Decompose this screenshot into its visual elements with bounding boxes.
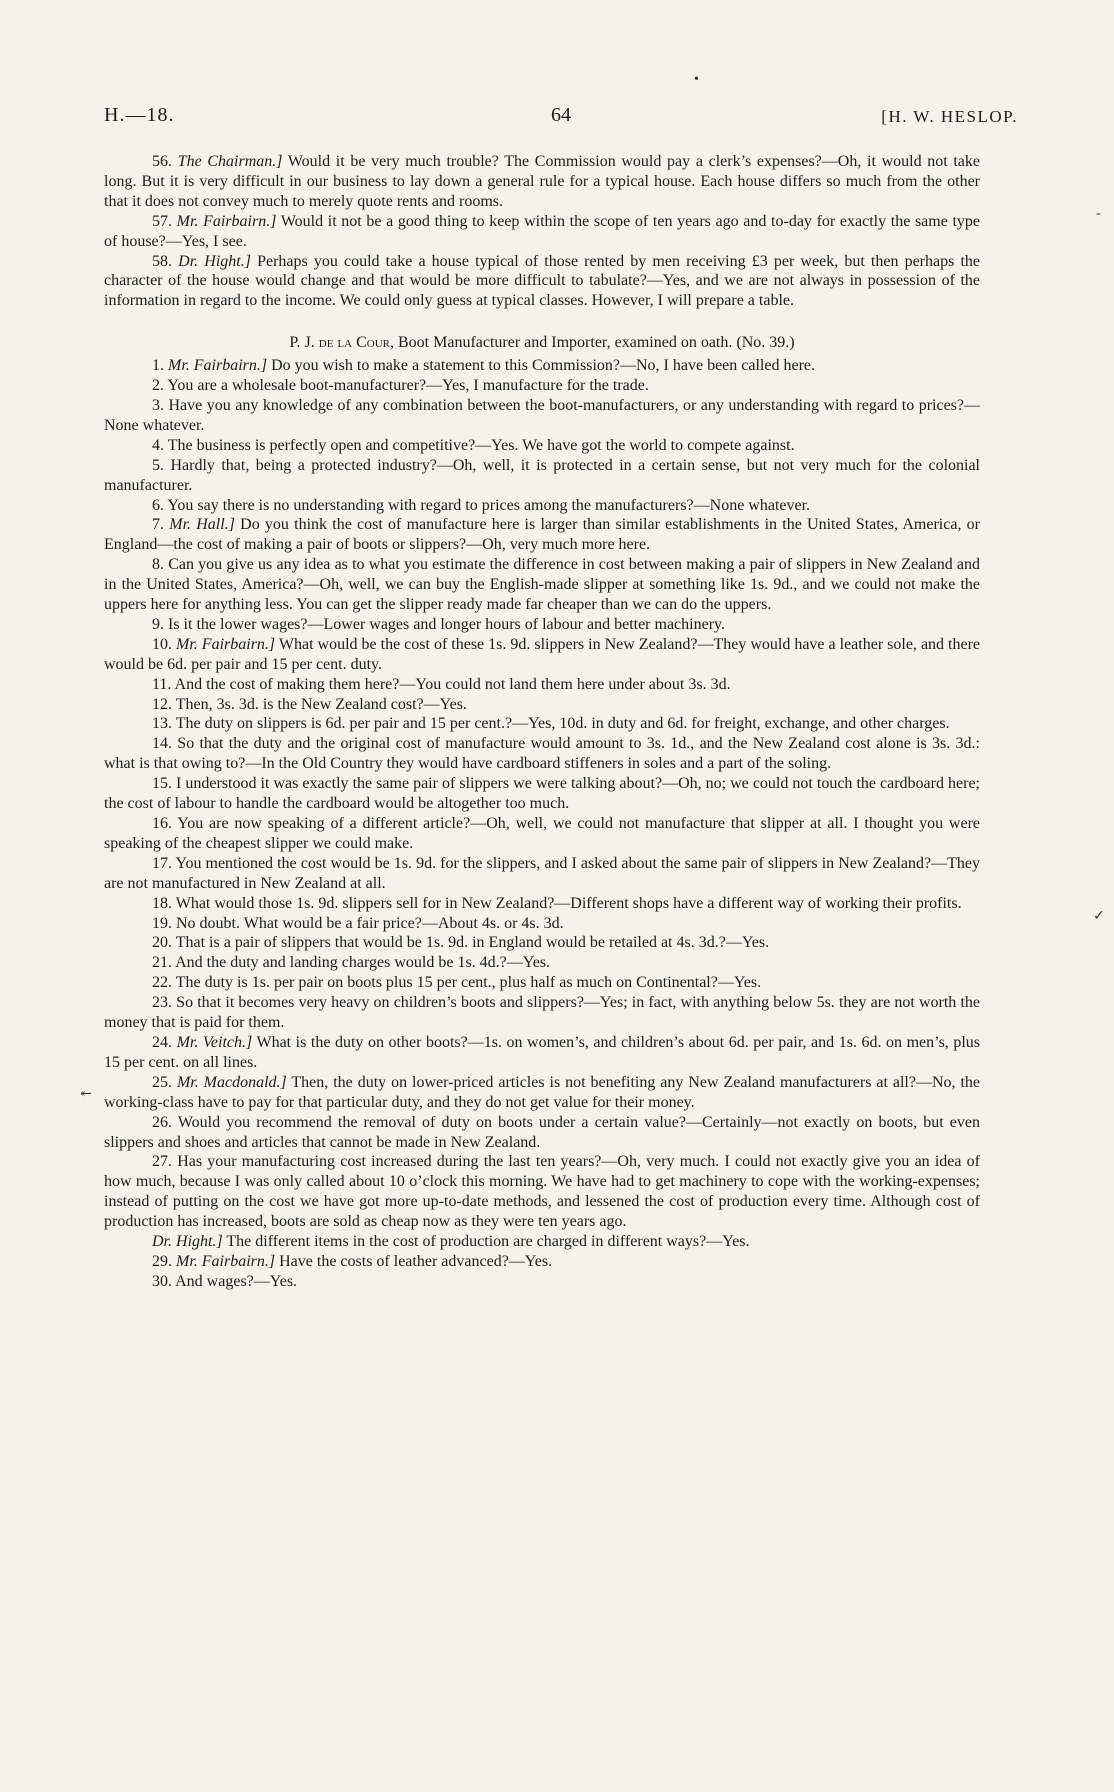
evidence-paragraph xyxy=(104,914,980,934)
paragraph-text: And the duty and landing charges would be 1s. 4d.?—Yes. xyxy=(175,954,551,972)
paragraph-text: You mentioned the cost would be 1s. 9d. for the slippers, and I asked about the same pair of slippers in New Zealand?—They are not manufactured in New Zealand at all. xyxy=(104,854,981,892)
evidence-paragraph xyxy=(104,993,980,1033)
paragraph-text: What would be the cost of these 1s. 9d. slippers in New Zealand?—They would have a leather sole, and there would be 6d. per pair and 15 per cent. duty. xyxy=(104,635,981,673)
question-number: 5. xyxy=(152,456,164,474)
question-number: 2. xyxy=(152,377,164,395)
paragraph-text: You are now speaking of a different article?—Oh, well, we could not manufacture that slipper at all. I thought you were speaking of the cheapest slipper we could make. xyxy=(104,815,980,852)
speaker-name: Mr. Veitch.] xyxy=(176,1033,253,1051)
question-number: 58. xyxy=(152,252,172,270)
evidence-paragraph xyxy=(104,774,980,814)
speaker-name: Mr. Fairbairn.] xyxy=(168,357,268,375)
paragraph-text: What is the duty on other boots?—1s. on women’s, and children’s about 6d. per pair, and 1s. 6d. on men’s, plus 15 per cent. on all lines. xyxy=(104,1033,981,1071)
question-number: 57. xyxy=(152,212,172,230)
evidence-paragraph xyxy=(104,212,980,252)
evidence-paragraph xyxy=(104,814,980,854)
evidence-paragraph xyxy=(104,714,980,734)
paragraph-text: You say there is no understanding with regard to prices among the manufacturers?—None whatever. xyxy=(167,496,811,514)
paragraph-text: Would it not be a good thing to keep within the scope of ten years ago and to-day for exactly the same type of house?—Yes, I see. xyxy=(104,212,981,250)
paragraph-text: Perhaps you could take a house typical of those rented by men receiving £3 per week, but then perhaps the character of the house would change and that would be more difficult to tabulate?—Yes, and we are not always in possession of the information in regard to the income. We could only guess at typical classes. However, I will prepare a table. xyxy=(104,252,981,310)
question-number: 24. xyxy=(152,1033,172,1051)
paragraph-text: No doubt. What would be a fair price?—About 4s. or 4s. 3d. xyxy=(176,914,564,932)
question-number: 21. xyxy=(152,954,172,972)
paragraph-text: The different items in the cost of production are charged in different ways?—Yes. xyxy=(222,1233,750,1251)
question-number: 13. xyxy=(152,715,172,733)
evidence-paragraph xyxy=(104,1113,980,1153)
evidence-paragraph xyxy=(104,1252,980,1272)
question-number: 56. xyxy=(152,153,172,170)
page-header xyxy=(104,104,1018,138)
evidence-paragraph xyxy=(104,675,980,695)
evidence-paragraph xyxy=(104,734,980,774)
paragraph-text: Then, the duty on lower-priced articles is not benefiting any New Zealand manufacturers at all?—No, the working-class have to pay for that particular duty, and they do not get value for their money. xyxy=(104,1073,980,1111)
question-number: 25. xyxy=(152,1073,172,1091)
paragraph-text: The duty on slippers is 6d. per pair and 15 per cent.?—Yes, 10d. in duty and 6d. for freight, exchange, and other charges. xyxy=(175,715,950,733)
question-number: 30. xyxy=(152,1272,172,1290)
paragraph-text: That is a pair of slippers that would be 1s. 9d. in England would be retailed at 4s. 3d.?—Yes. xyxy=(175,934,770,952)
paragraph-text: Have you any knowledge of any combination between the boot-manufacturers, or any understanding with regard to prices?—None whatever. xyxy=(104,396,981,434)
evidence-paragraph xyxy=(104,376,980,396)
evidence-paragraph xyxy=(104,953,980,973)
paragraph-text: Do you think the cost of manufacture here is larger than similar establishments in the United States, America, or England—the cost of making a pair of boots or slippers?—Oh, very much more here. xyxy=(104,516,981,554)
evidence-paragraph xyxy=(104,635,980,675)
evidence-paragraph xyxy=(104,1152,980,1232)
question-number: 11. xyxy=(152,675,172,693)
speaker-name: Dr. Hight.] xyxy=(152,1233,223,1251)
paragraph-text: Hardly that, being a protected industry?—Oh, well, it is protected in a certain sense, but not very much for the colonial manufacturer. xyxy=(104,456,981,494)
evidence-paragraph xyxy=(104,894,980,914)
question-number: 26. xyxy=(152,1113,172,1131)
speaker-name: Mr. Fairbairn.] xyxy=(176,212,277,230)
paragraph-text: So that the duty and the original cost of manufacture would amount to 3s. 1d., and the New Zealand cost alone is 3s. 3d.: what is that owing to?—In the Old Country they would have cardboard stiffeners in soles and a part of the soling. xyxy=(104,735,981,773)
paragraph-text: I understood it was exactly the same pair of slippers we were talking about?—Oh, no; we could not touch the cardboard here; the cost of labour to handle the cardboard would be altogether too much. xyxy=(104,775,980,813)
evidence-paragraph xyxy=(104,356,980,376)
speaker-name: Mr. Fairbairn.] xyxy=(176,1252,276,1270)
evidence-paragraph xyxy=(104,615,980,635)
paragraph-text: Would it be very much trouble? The Commission would pay a clerk’s expenses?—Oh, it would not take long. But it is very difficult in our business to lay down a general rule for a typical house. Each house differs so much from the other that it does not convey much to merely quote rents and rooms. xyxy=(104,153,980,210)
paragraph-text: The business is perfectly open and competitive?—Yes. We have got the world to compete against. xyxy=(167,436,795,454)
paragraph-text: Can you give us any idea as to what you estimate the difference in cost between making a pair of slippers in New Zealand and in the United States, America?—Oh, well, we can buy the English-made slipper at something like 1s. 9d., and we could not make the uppers here for anything less. You can get the slipper ready made far cheaper than we can do the uppers. xyxy=(104,556,981,614)
evidence-section-witness xyxy=(104,356,980,1292)
question-number: 8. xyxy=(152,556,164,574)
evidence-paragraph xyxy=(104,555,980,615)
evidence-paragraph xyxy=(104,496,980,516)
question-number: 12. xyxy=(152,695,172,713)
paragraph-text: Then, 3s. 3d. is the New Zealand cost?—Yes. xyxy=(175,695,467,713)
evidence-paragraph xyxy=(104,1272,980,1292)
paragraph-text: Has your manufacturing cost increased during the last ten years?—Oh, very much. I could not exactly give you an idea of how much, because I was only called about 10 o’clock this morning. We have had to get machinery to cope with the working-expenses; instead of putting on the cost we have got more up-to-date methods, and lessened the cost of production every time. Although cost of production has increased, boots are sold as cheap now as they were ten years ago. xyxy=(104,1153,981,1231)
question-number: 3. xyxy=(152,396,164,414)
evidence-section-previous xyxy=(104,152,980,311)
paragraph-text: Do you wish to make a statement to this Commission?—No, I have been called here. xyxy=(267,357,815,375)
evidence-paragraph xyxy=(104,456,980,496)
paragraph-text: Would you recommend the removal of duty on boots under a certain value?—Certainly—not exactly on boots, but even slippers and shoes and articles that cannot be made in New Zealand. xyxy=(104,1113,980,1151)
evidence-paragraph xyxy=(104,515,980,555)
witness-header: [H. W. HESLOP. xyxy=(881,107,1018,126)
evidence-paragraph xyxy=(104,436,980,456)
paragraph-text: So that it becomes very heavy on children’s boots and slippers?—Yes; in fact, with anything below 5s. they are not worth the money that is paid for them. xyxy=(104,994,981,1032)
margin-mark: - xyxy=(1096,206,1101,221)
evidence-paragraph xyxy=(104,973,980,993)
margin-mark: ↞ xyxy=(80,1087,92,1102)
paragraph-text: The duty is 1s. per pair on boots plus 15 per cent., plus half as much on Continental?—Yes. xyxy=(175,974,762,992)
question-number: 6. xyxy=(152,496,164,514)
question-number: 16. xyxy=(152,815,172,832)
question-number: 10. xyxy=(152,635,172,653)
question-number: 4. xyxy=(152,436,164,454)
speaker-name: Mr. Macdonald.] xyxy=(176,1073,287,1091)
speaker-name: Mr. Fairbairn.] xyxy=(176,635,276,653)
evidence-paragraph xyxy=(104,854,980,894)
page-body xyxy=(104,152,980,1292)
question-number: 18. xyxy=(152,894,172,912)
evidence-paragraph xyxy=(104,1073,980,1113)
question-number: 17. xyxy=(152,854,172,872)
witness-surname: Cour xyxy=(356,334,390,352)
evidence-paragraph xyxy=(104,695,980,715)
evidence-paragraph xyxy=(104,152,980,212)
witness-initials: P. J. xyxy=(289,334,319,352)
question-number: 14. xyxy=(152,735,172,753)
speaker-name: Dr. Hight.] xyxy=(178,252,251,270)
witness-surname-prefix: de la xyxy=(318,334,357,352)
question-number: 7. xyxy=(152,516,164,534)
evidence-paragraph xyxy=(104,396,980,436)
question-number: 9. xyxy=(152,615,164,633)
evidence-paragraph xyxy=(104,933,980,953)
question-number: 1. xyxy=(152,357,164,375)
evidence-paragraph xyxy=(104,252,980,312)
witness-heading xyxy=(104,333,980,353)
witness-description: , Boot Manufacturer and Importer, examined on oath. (No. 39.) xyxy=(390,334,795,352)
speaker-name: The Chairman.] xyxy=(177,153,283,170)
question-number: 29. xyxy=(152,1252,172,1270)
paragraph-text: And wages?—Yes. xyxy=(175,1272,298,1290)
question-number: 15. xyxy=(152,775,172,793)
question-number: 22. xyxy=(152,974,172,992)
margin-mark: ✓ xyxy=(1093,909,1105,924)
paragraph-text: Is it the lower wages?—Lower wages and longer hours of labour and better machinery. xyxy=(168,615,725,633)
paragraph-text: What would those 1s. 9d. slippers sell for in New Zealand?—Different shops have a different way of working their profits. xyxy=(175,894,962,912)
question-number: 23. xyxy=(152,994,172,1012)
question-number: 20. xyxy=(152,934,172,952)
question-number: 19. xyxy=(152,914,172,932)
evidence-paragraph xyxy=(104,1232,980,1252)
document-reference: H.—18. xyxy=(104,104,175,126)
paragraph-text: And the cost of making them here?—You could not land them here under about 3s. 3d. xyxy=(174,675,731,693)
speaker-name: Mr. Hall.] xyxy=(169,516,235,534)
question-number: 27. xyxy=(152,1153,172,1171)
page-number: 64 xyxy=(551,104,571,126)
paragraph-text: Have the costs of leather advanced?—Yes. xyxy=(275,1252,553,1270)
paragraph-text: You are a wholesale boot-manufacturer?—Yes, I manufacture for the trade. xyxy=(167,377,649,395)
speck-mark: • xyxy=(694,72,699,87)
evidence-paragraph xyxy=(104,1033,980,1073)
